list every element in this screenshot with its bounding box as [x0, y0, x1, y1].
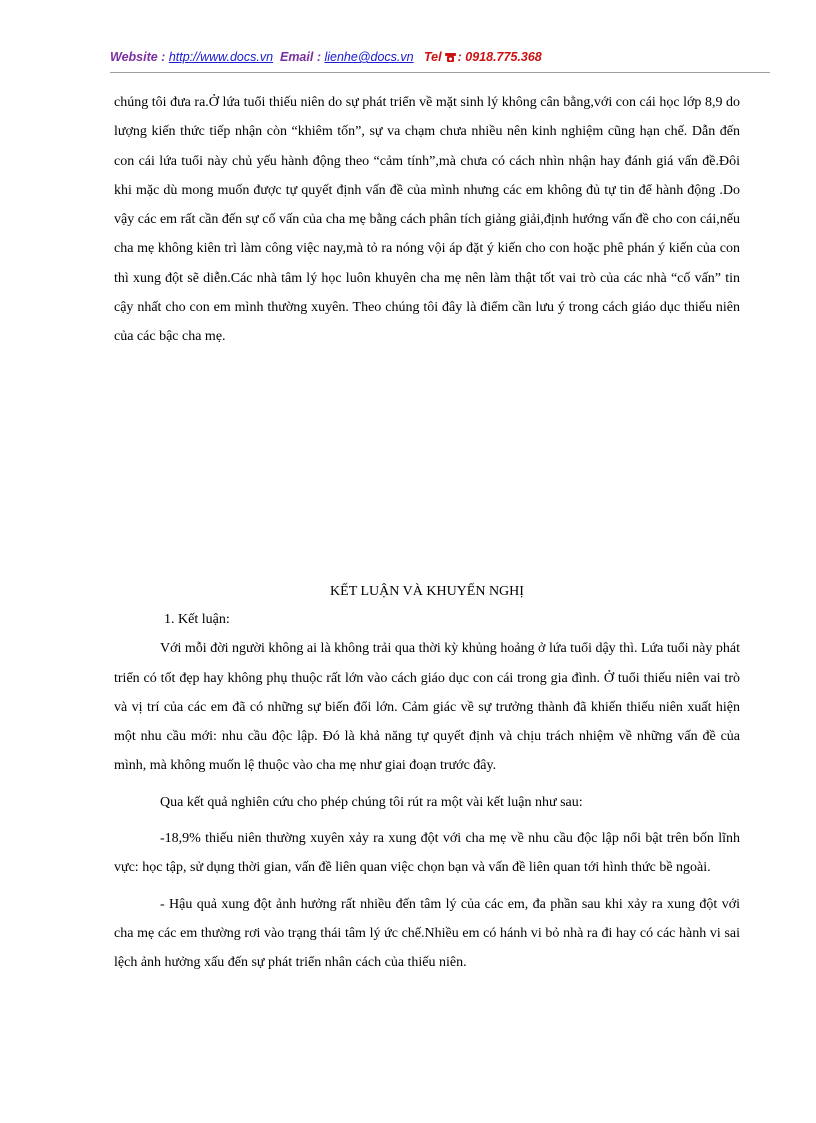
intro-paragraph: chúng tôi đưa ra.Ở lứa tuổi thiếu niên do sự phát triển về mặt sinh lý không cân bằng,với con cái học lớp 8,9 do lượng kiến thức tiếp nhận còn “khiêm tốn”, sự va chạm chưa nhiều nên kinh nghiệm cũng hạn chế. Dẫn đến con cái lứa tuổi này chủ yếu hành động theo “cảm tính”,mà chưa có cách nhìn nhận hay đánh giá vấn đề.Đôi khi mặc dù mong muốn được tự quyết định vấn đề của mình nhưng các em không đủ tự tin để hành động .Do vậy các em rất cần đến sự cố vấn của cha mẹ bằng cách phân tích giảng giải,định hướng vấn đề cho con cái,nếu cha mẹ không kiên trì làm công việc nay,mà tỏ ra nóng vội áp đặt ý kiến cho con hoặc phê phán ý kiến của con thì xung đột sẽ diễn.Các nhà tâm lý học luôn khuyên cha mẹ nên làm thật tốt vai trò của các nhà “cố vấn” tin cậy nhất cho con em mình thường xuyên. Theo chúng tôi đây là điểm cần lưu ý trong cách giáo dục thiếu niên của các bậc cha mẹ. — [114, 95, 740, 345]
section-title: KẾT LUẬN VÀ KHUYẾN NGHỊ — [330, 584, 524, 599]
subsection-title: 1. Kết luận: — [164, 612, 230, 627]
conclusion-block — [114, 605, 740, 978]
conclusion-paragraph-1: Với mỗi đời người không ai là không trải qua thời kỳ khủng hoảng ở lứa tuổi dậy thì. Lứa tuổi này phát triển có tốt đẹp hay không phụ thuộc rất lớn vào cách giáo dục con cái trong gia đình. Ở tuổi thiếu niên vai trò và vị trí của các em đã có những sự biến đổi lớn. Cảm giác về sự trưởng thành đã khiến thiếu niên xuất hiện một nhu cầu mới: nhu cầu độc lập. Đó là khả năng tự quyết định và chịu trách nhiệm về những vấn đề của mình, mà không muốn lệ thuộc vào cha mẹ như giai đoạn trước đây. — [114, 641, 740, 774]
email-separator: : — [313, 50, 325, 64]
email-link[interactable]: lienhe@docs.vn — [324, 50, 414, 64]
tel-label: Tel — [424, 50, 442, 64]
tel-number: : 0918.775.368 — [457, 50, 542, 64]
website-label: Website : — [110, 50, 169, 64]
conclusion-paragraph-4: - Hậu quả xung đột ảnh hưởng rất nhiều đến tâm lý của các em, đa phần sau khi xảy ra xung đột với cha mẹ các em thường rơi vào trạng thái tâm lý ức chế.Nhiều em có hánh vi bỏ nhà ra đi hay có các hành vi sai lệch ảnh hưởng xấu đến sự phát triển nhân cách của thiếu niên. — [114, 896, 740, 971]
conclusion-paragraph-2: Qua kết quả nghiên cứu cho phép chúng tôi rút ra một vài kết luận như sau: — [160, 794, 583, 810]
intro-block — [114, 88, 740, 352]
website-link[interactable]: http://www.docs.vn — [168, 50, 274, 64]
telephone-icon — [445, 51, 456, 61]
page-header — [110, 50, 770, 64]
conclusion-paragraph-3: -18,9% thiếu niên thường xuyên xảy ra xung đột với cha mẹ về nhu cầu độc lập nổi bật trên bốn lĩnh vực: học tập, sử dụng thời gian, vấn đề liên quan việc chọn bạn và vấn đề liên quan tới hình thức bề ngoài. — [114, 831, 740, 876]
header-divider — [110, 72, 770, 73]
email-label: Email — [279, 50, 314, 64]
